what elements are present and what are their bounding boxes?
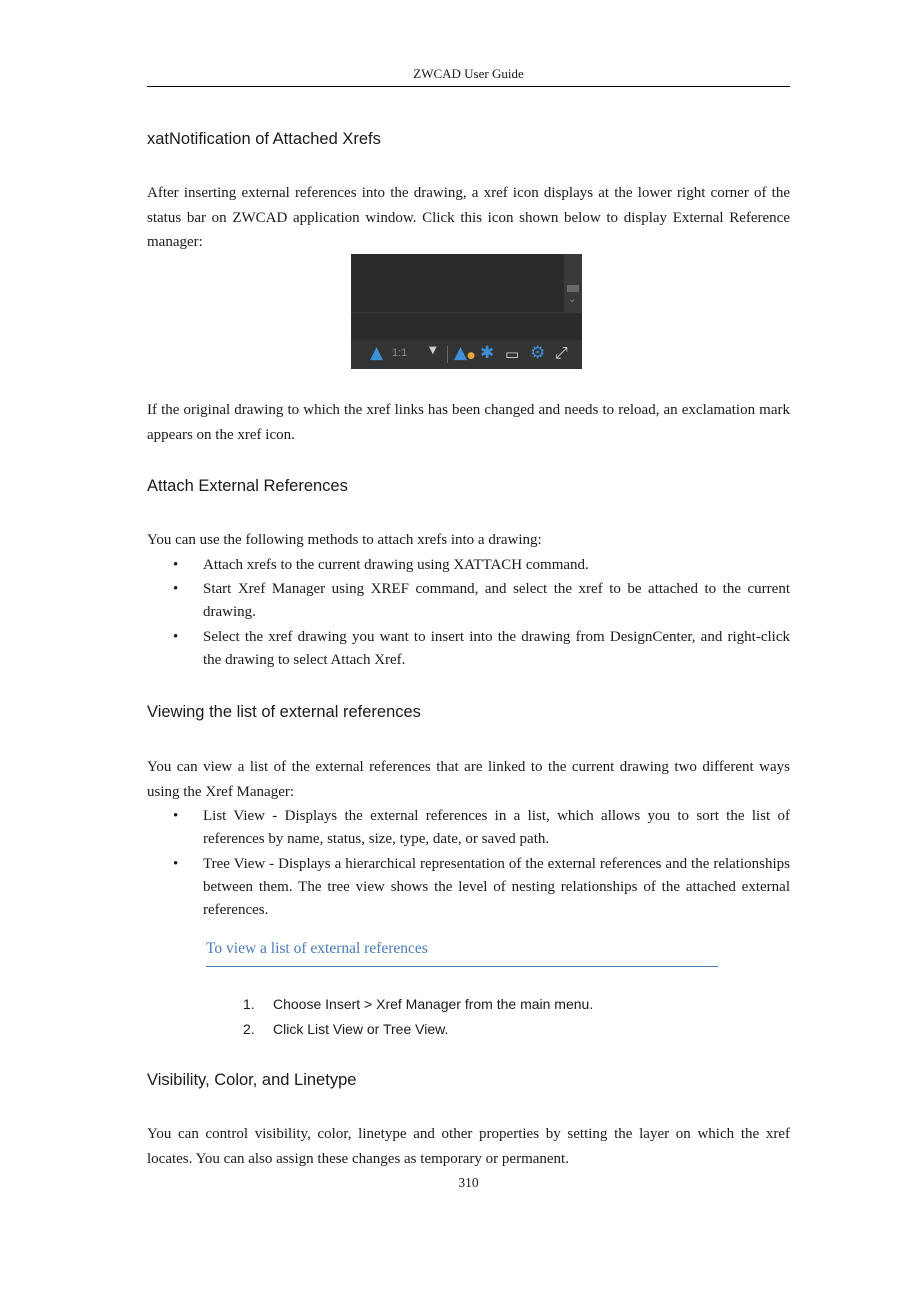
- notification-paragraph: After inserting external references into the drawing, a xref icon displays at the lower right corner of the status bar on ZWCAD application window. Click this icon shown below to display External Reference manager:: [147, 185, 790, 250]
- scrollbar[interactable]: [564, 254, 582, 312]
- fullscreen-icon[interactable]: ⤢: [555, 343, 568, 362]
- attach-methods-list: [147, 554, 790, 672]
- page-number: 310: [458, 1175, 479, 1190]
- annotation-visibility-icon[interactable]: ▲●: [454, 343, 475, 363]
- workspace-gear-icon[interactable]: ⚙: [530, 343, 546, 363]
- heading-viewing: Viewing the list of external references: [147, 703, 421, 721]
- list-item: • Select the xref drawing you want to insert into the drawing from DesignCenter, and right-click the drawing to select Attach Xref.: [173, 629, 790, 668]
- viewing-intro: You can view a list of the external references that are linked to the current drawing two different ways using the Xref Manager:: [147, 759, 790, 800]
- list-item: • Tree View - Displays a hierarchical representation of the external references and the relationships between them. The tree view shows the level of nesting relationships of the attached external references.: [173, 856, 790, 918]
- scroll-down-arrow-icon[interactable]: ⌄: [568, 294, 577, 305]
- status-bar: [351, 340, 582, 369]
- heading-attach: Attach External References: [147, 477, 348, 495]
- step-item: 2. Click List View or Tree View.: [243, 1020, 449, 1037]
- list-item: • Start Xref Manager using XREF command, and select the xref to be attached to the current drawing.: [173, 581, 790, 620]
- xref-manager-icon[interactable]: ▭: [505, 345, 520, 363]
- list-item: • Attach xrefs to the current drawing using XATTACH command.: [173, 557, 589, 573]
- view-types-list: [147, 805, 790, 922]
- list-item: • List View - Displays the external references in a list, which allows you to sort the list of references by name, status, size, type, date, or saved path.: [173, 808, 790, 847]
- dropdown-arrow-icon[interactable]: ▼: [429, 345, 437, 356]
- heading-visibility: Visibility, Color, and Linetype: [147, 1071, 357, 1089]
- step-item: 1. Choose Insert > Xref Manager from the main menu.: [243, 996, 594, 1012]
- page-header: ZWCAD User Guide: [147, 66, 790, 87]
- scrollbar-thumb[interactable]: [567, 285, 579, 292]
- scale-value[interactable]: 1:1: [392, 347, 408, 359]
- visibility-paragraph: You can control visibility, color, linetype and other properties by setting the layer on which the xref locates. You can also assign these changes as temporary or permanent.: [147, 1126, 790, 1167]
- procedure-title: To view a list of external references: [206, 940, 718, 967]
- attach-intro: You can use the following methods to attach xrefs into a drawing:: [147, 532, 542, 548]
- divider: [351, 312, 582, 313]
- reload-paragraph: If the original drawing to which the xref links has been changed and needs to reload, an exclamation mark appears on the xref icon.: [147, 402, 790, 443]
- auto-scale-icon[interactable]: ✱: [480, 343, 495, 363]
- annotation-scale-icon[interactable]: ▲: [370, 343, 384, 363]
- procedure-steps: [243, 992, 593, 1041]
- heading-notification: xatNotification of Attached Xrefs: [147, 130, 381, 148]
- statusbar-screenshot: [351, 254, 582, 369]
- separator: [447, 346, 448, 363]
